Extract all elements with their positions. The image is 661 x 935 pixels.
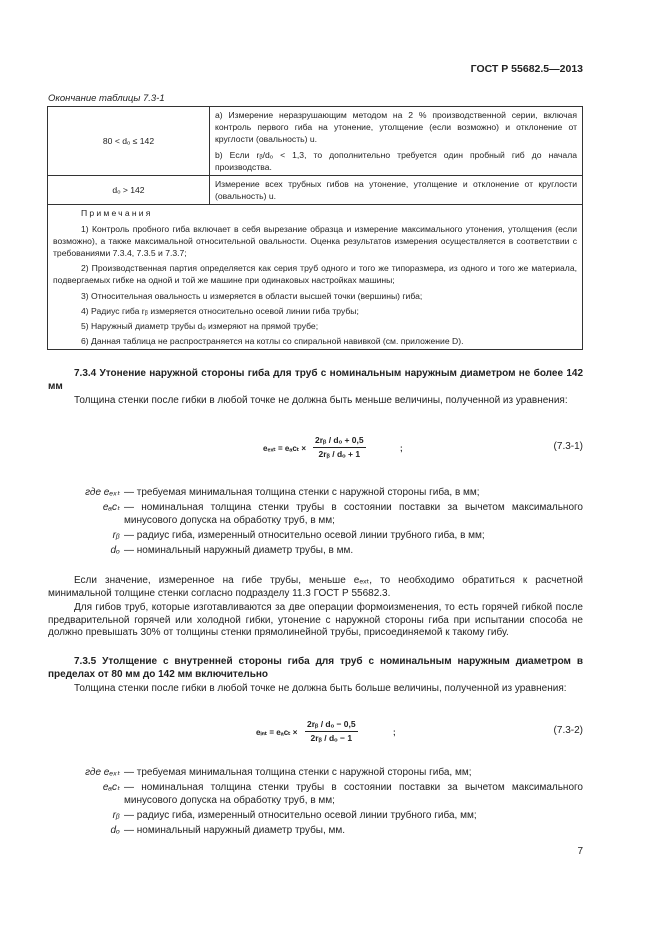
note-item: 4) Радиус гиба rᵦ измеряется относительно осевой линии гиба трубы; — [81, 305, 359, 316]
legend-row: dₒ — номинальный наружный диаметр трубы, мм. — [110, 825, 346, 836]
legend-7-3-1 — [48, 486, 583, 559]
fraction-denominator: 2rᵦ / dₒ + 1 — [313, 447, 366, 461]
equation-tail: ; — [393, 728, 396, 737]
section-7-3-4 — [48, 368, 583, 410]
table-row — [48, 176, 583, 205]
legend-row: dₒ — номинальный наружный диаметр трубы, в мм. — [110, 545, 354, 556]
section-heading: 7.3.5 Утолщение с внутренней стороны гиба для труб с номинальным наружным диаметром в пределах от 80 мм до 142 мм включительно — [48, 656, 583, 680]
requirement-a: а) Измерение неразрушающим методом на 2 % производственной серии, включая контроль первого гиба на утонение, утолщение (если возможно) и отклонение от круглости (овальность) u. — [215, 110, 577, 145]
requirement-b: b) Если rᵦ/dₒ < 1,3, то дополнительно требуется один пробный гиб до начала производства. — [215, 149, 577, 172]
table-caption: Окончание таблицы 7.3-1 — [48, 93, 165, 104]
table-notes — [48, 205, 583, 350]
note-item: 5) Наружный диаметр трубы dₒ измеряют на прямой трубе; — [81, 321, 319, 332]
table-cell-requirement — [210, 107, 583, 176]
table-notes-row — [48, 205, 583, 350]
legend-row: rᵦ — радиус гиба, измеренный относительно осевой линии трубного гиба, в мм; — [112, 530, 485, 541]
fraction-numerator: 2rᵦ / dₒ − 0,5 — [307, 719, 356, 729]
section-7-3-4-text — [48, 575, 583, 642]
equation-fraction — [305, 718, 358, 744]
note-item: 3) Относительная овальность u измеряется в области высшей точки (вершины) гиба; — [81, 290, 423, 301]
legend-row: где eₑₓₜ — требуемая минимальная толщина стенки с наружной стороны гиба, в мм; — [85, 487, 480, 498]
document-id: ГОСТ Р 55682.5—2013 — [470, 63, 583, 75]
note-item: 1) Контроль пробного гиба включает в себя вырезание образца и измерение максимального утонения, утолщения (если возможно), а также максимальной относительной овальности. Оценка результатов измерения осуществляется в соответствии с требованиями 7.3.4, 7.3.5 и 7.3.7; — [53, 223, 577, 259]
fraction-denominator: 2rᵦ / dₒ − 1 — [305, 731, 358, 745]
equation-number: (7.3-2) — [553, 725, 583, 736]
legend-row: где eₑₓₜ — требуемая минимальная толщина стенки с наружной стороны гиба, мм; — [85, 767, 472, 778]
fraction-numerator: 2rᵦ / dₒ + 0,5 — [315, 435, 364, 445]
section-heading: 7.3.4 Утонение наружной стороны гиба для труб с номинальным наружным диаметром не более 142 мм — [48, 368, 583, 392]
paragraph: Если значение, измеренное на гибе трубы, меньше eₑₓₜ, то необходимо обратиться к расчетной минимальной толщине стенки согласно подразделу 11.3 ГОСТ Р 55682.3. — [48, 575, 583, 599]
page-number: 7 — [577, 846, 583, 857]
table-cell-requirement: Измерение всех трубных гибов на утонение, утолщение и отклонение от круглости (овальность) u. — [210, 176, 583, 205]
paragraph: Толщина стенки после гибки в любой точке не должна быть меньше величины, полученной из уравнения: — [74, 395, 568, 407]
paragraph: Толщина стенки после гибки в любой точке не должна быть больше величины, полученной из уравнения: — [74, 683, 567, 695]
inspection-table — [47, 106, 583, 350]
table-cell-condition: dₒ > 142 — [48, 176, 210, 205]
equation-7-3-2 — [48, 716, 583, 748]
note-item: 6) Данная таблица не распространяется на котлы со спиральной навивкой (см. приложение D). — [81, 336, 464, 347]
equation-fraction — [313, 434, 366, 460]
legend-row: rᵦ — радиус гиба, измеренный относительно осевой линии трубного гиба, мм; — [112, 810, 477, 821]
paragraph: Для гибов труб, которые изготавливаются за две операции формоизменения, то есть горячей гибкой после предварительной горячей или холодной гибки, утонение с наружной стороны гиба при испытании способа не должно превышать 30% от толщины стенки прямолинейной трубы, присоединяемой к такому гибу. — [48, 602, 583, 639]
equation-lhs: eₑₓₜ = eₐcₜ × — [263, 444, 307, 453]
note-item: 2) Производственная партия определяется как серия труб одного и того же типоразмера, из одного и того же материала, подвергаемых гибке на одной и той же машине при одинаковых настройках машины; — [53, 263, 577, 286]
legend-row: eₐcₜ — номинальная толщина стенки трубы в состоянии поставки за вычетом максимального минусового допуска на обработку труб, в мм; — [102, 782, 583, 806]
equation-7-3-1 — [48, 432, 583, 464]
legend-row: eₐcₜ — номинальная толщина стенки трубы в состоянии поставки за вычетом максимального минусового допуска на обработку труб, в мм; — [102, 502, 583, 526]
equation-tail: ; — [400, 444, 403, 453]
notes-heading: Примечания — [81, 208, 153, 219]
equation-number: (7.3-1) — [553, 441, 583, 452]
legend-7-3-2 — [48, 766, 583, 839]
section-7-3-5 — [48, 656, 583, 698]
equation-lhs: eᵢₙₜ = eₐcₜ × — [256, 728, 298, 737]
table-cell-condition: 80 < dₒ ≤ 142 — [48, 107, 210, 176]
table-row — [48, 107, 583, 176]
